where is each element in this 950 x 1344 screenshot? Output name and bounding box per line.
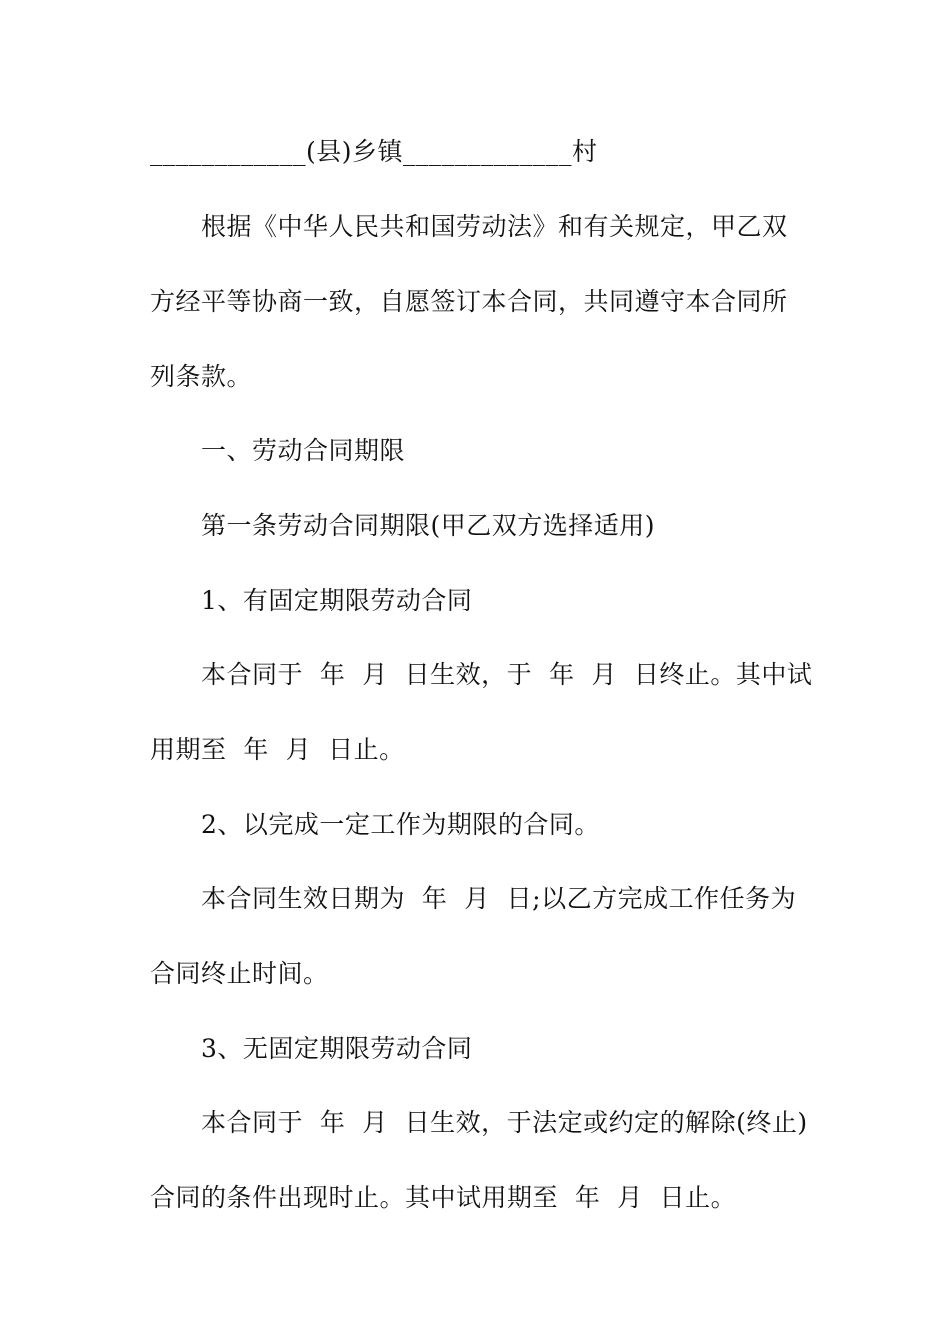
option-2-heading: 2、以完成一定工作为期限的合同。 <box>201 810 600 839</box>
header-location-line: ____________(县)乡镇_____________村 <box>150 137 598 166</box>
article-title: 第一条劳动合同期限(甲乙双方选择适用) <box>201 511 656 540</box>
paragraph-line-2: 方经平等协商一致，自愿签订本合同，共同遵守本合同所 <box>150 287 788 316</box>
option-1-text-line-1: 本合同于 年 月 日生效，于 年 月 日终止。其中试 <box>201 660 813 689</box>
paragraph-line-1: 根据《中华人民共和国劳动法》和有关规定，甲乙双 <box>201 212 788 241</box>
option-1-text-line-2: 用期至 年 月 日止。 <box>150 735 405 764</box>
option-2-text-line-1: 本合同生效日期为 年 月 日;以乙方完成工作任务为 <box>201 884 797 913</box>
option-1-heading: 1、有固定期限劳动合同 <box>201 586 473 615</box>
section-heading: 一、劳动合同期限 <box>201 436 406 465</box>
option-3-heading: 3、无固定期限劳动合同 <box>201 1034 473 1063</box>
option-3-text-line-1: 本合同于 年 月 日生效，于法定或约定的解除(终止) <box>201 1108 808 1137</box>
option-2-text-line-2: 合同终止时间。 <box>150 959 329 988</box>
paragraph-line-3: 列条款。 <box>150 362 253 391</box>
option-3-text-line-2: 合同的条件出现时止。其中试用期至 年 月 日止。 <box>150 1183 737 1212</box>
